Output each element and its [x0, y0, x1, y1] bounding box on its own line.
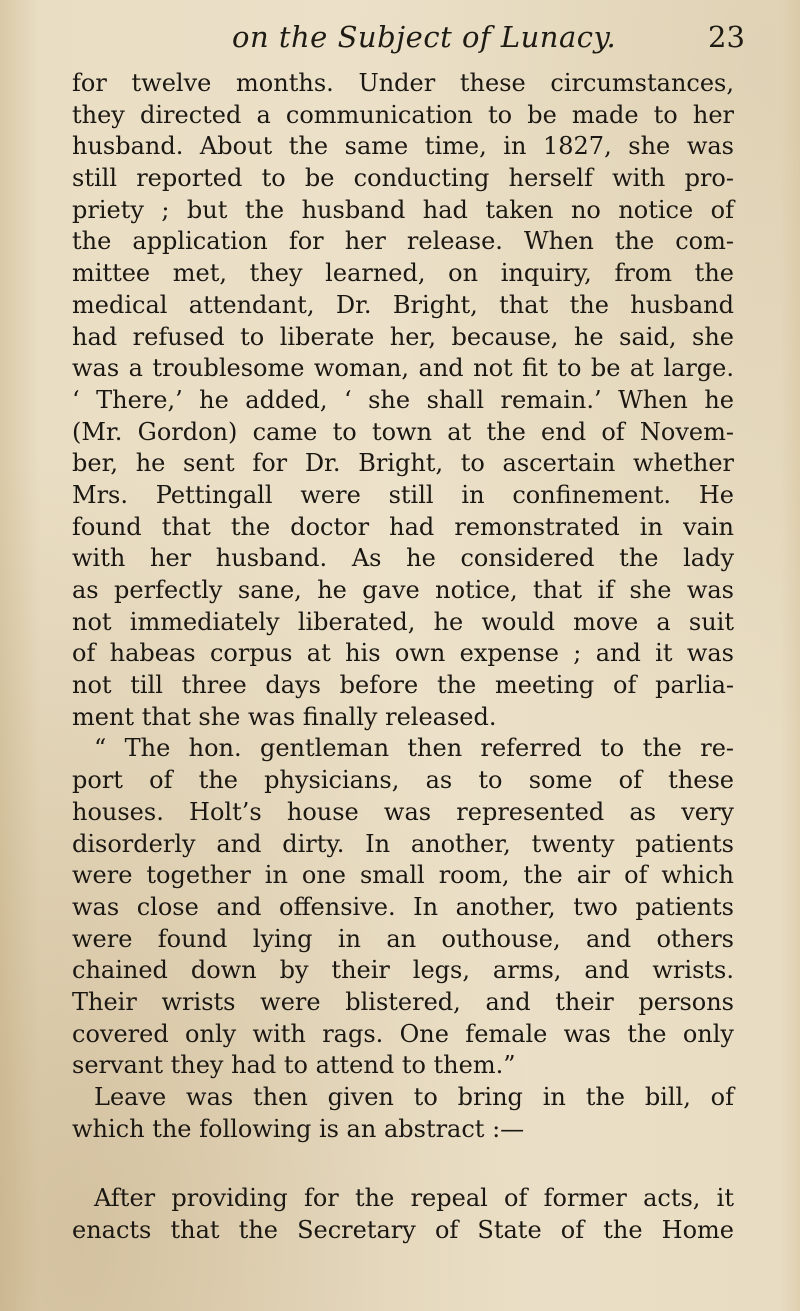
- text-line: enacts that the Secretary of State of the Home: [72, 1216, 734, 1245]
- text-line: found that the doctor had remonstrated in vain: [72, 512, 734, 541]
- text-line: still reported to be conducting herself with pro-: [72, 164, 734, 193]
- text-line: with her husband. As he considered the lady: [72, 544, 734, 573]
- text-line: “ The hon. gentleman then referred to the re-: [94, 734, 734, 763]
- text-line: After providing for the repeal of former acts, it: [94, 1184, 734, 1213]
- text-line: for twelve months. Under these circumstances,: [72, 69, 734, 97]
- text-line: ber, he sent for Dr. Bright, to ascertain whether: [72, 449, 734, 478]
- body-text: [72, 68, 734, 1247]
- text-line: as perfectly sane, he gave notice, that if she was: [72, 576, 734, 604]
- text-line: not immediately liberated, he would move a suit: [72, 607, 734, 636]
- text-line: of habeas corpus at his own expense ; and it was: [72, 639, 734, 668]
- paragraph-gap: [72, 1145, 734, 1183]
- running-title: on the Subject of Lunacy.: [232, 20, 617, 54]
- text-line: Their wrists were blistered, and their persons: [72, 987, 734, 1016]
- text-line: medical attendant, Dr. Bright, that the husband: [72, 290, 734, 319]
- text-line: chained down by their legs, arms, and wrists.: [72, 956, 734, 985]
- text-line: they directed a communication to be made to her: [72, 100, 734, 129]
- text-line: not till three days before the meeting of parlia-: [72, 671, 734, 700]
- text-line: port of the physicians, as to some of these: [72, 766, 734, 795]
- text-line: priety ; but the husband had taken no notice of: [72, 195, 734, 224]
- page-header: [0, 12, 800, 62]
- text-line: ment that she was finally released.: [72, 702, 497, 731]
- text-line: husband. About the same time, in 1827, she was: [72, 132, 734, 161]
- text-line: houses. Holt’s house was represented as very: [72, 797, 734, 826]
- text-line: (Mr. Gordon) came to town at the end of Novem-: [72, 417, 734, 446]
- text-line: disorderly and dirty. In another, twenty patients: [72, 829, 734, 858]
- text-line: mittee met, they learned, on inquiry, from the: [72, 259, 734, 288]
- text-line: were together in one small room, the air of which: [72, 861, 734, 890]
- text-line: servant they had to attend to them.”: [72, 1051, 516, 1080]
- text-line: Mrs. Pettingall were still in confinement. He: [72, 480, 734, 509]
- text-line: which the following is an abstract :—: [72, 1114, 525, 1143]
- text-line: had refused to liberate her, because, he said, she: [72, 322, 734, 351]
- text-line: were found lying in an outhouse, and others: [72, 924, 734, 953]
- text-line: was a troublesome woman, and not fit to be at large.: [72, 354, 734, 383]
- page-number: 23: [708, 20, 745, 54]
- text-line: Leave was then given to bring in the bill, of: [94, 1083, 734, 1111]
- text-line: ‘ There,’ he added, ‘ she shall remain.’ When he: [72, 385, 734, 414]
- text-line: was close and offensive. In another, two patients: [72, 892, 734, 921]
- text-line: covered only with rags. One female was the only: [72, 1019, 734, 1048]
- text-line: the application for her release. When the com-: [72, 227, 734, 256]
